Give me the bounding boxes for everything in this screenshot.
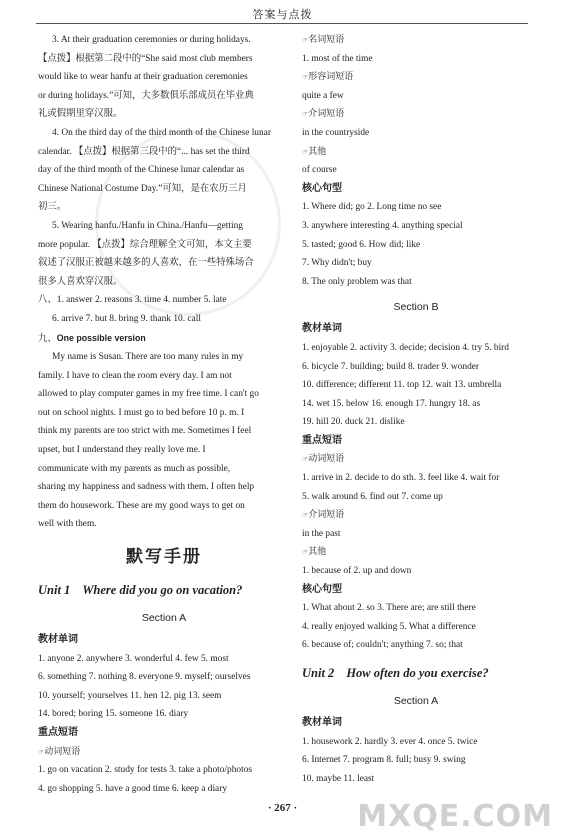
other-phrase-heading — [302, 143, 530, 162]
pointing-hand-icon: ☞ — [302, 110, 308, 119]
essay-line: sharing my happiness and sadness with them. I often help — [38, 482, 255, 493]
vocab-line: 1. housework 2. hardly 3. ever 4. once 5. twice — [302, 736, 478, 747]
verb-phrase-label: 动词短语 — [308, 454, 345, 465]
sentence-line: 3. anywhere interesting 4. anything special — [302, 220, 463, 231]
tip-q3-line: or during holidays.”可知，大多数俱乐部成员在毕业典 — [38, 90, 254, 101]
adj-phrase-heading — [302, 68, 530, 87]
pointing-hand-icon: ☞ — [302, 73, 308, 82]
vocab-line: 10. maybe 11. least — [302, 773, 375, 784]
essay-line: think my parents are too strict with me. Sometimes I feel — [38, 426, 252, 437]
vocab-line: 1. enjoyable 2. activity 3. decide; decision 4. try 5. bird — [302, 342, 509, 353]
essay-line: them do housework. These are my good ways to get on — [38, 500, 245, 511]
phrase-line: 4. go shopping 5. have a good time 6. keep a diary — [38, 783, 228, 794]
sentence-line: 7. Why didn't; buy — [302, 258, 372, 269]
essay-line: out on school nights. I must go to bed before 10 p. m. I — [38, 407, 245, 418]
other-phrase-heading — [302, 543, 530, 562]
verb-phrase-heading — [302, 450, 530, 469]
essay-line: upset, but I understand they really love me. I — [38, 445, 206, 456]
essay-line: family. I have to clean the room every day. I am not — [38, 370, 232, 381]
vocab-line: 14. wet 15. below 16. enough 17. hungry 18. as — [302, 398, 481, 409]
vocab-line: 1. anyone 2. anywhere 3. wonderful 4. few 5. most — [38, 653, 229, 664]
sentence-heading: 核心句型 — [302, 182, 342, 194]
verb-phrase-label: 动词短语 — [44, 746, 81, 757]
phrase-line: in the past — [302, 528, 341, 539]
tip-q4-line: 初三。 — [38, 202, 67, 213]
tip-q4-line: Chinese National Costume Day.”可知，是在农历三月 — [38, 183, 247, 194]
sentence-line: 5. tasted; good 6. How did; like — [302, 239, 421, 250]
vocab-line: 6. something 7. nothing 8. everyone 9. myself; ourselves — [38, 672, 251, 683]
tip-q5-line: 很多人喜欢穿汉服。 — [38, 276, 123, 287]
sentence-heading: 核心句型 — [302, 583, 342, 595]
pointing-hand-icon: ☞ — [302, 147, 308, 156]
watermark: MXQE.COM — [357, 799, 553, 834]
part9-heading — [38, 329, 290, 349]
dictation-title: 默写手册 — [126, 547, 202, 568]
pointing-hand-icon: ☞ — [302, 548, 308, 557]
pointing-hand-icon: ☞ — [302, 511, 308, 520]
answer-q3: 3. At their graduation ceremonies or during holidays. — [52, 35, 251, 45]
part9-title: One possible version — [56, 332, 146, 343]
running-header: 答案与点拨 — [252, 8, 313, 21]
other-phrase-label: 其他 — [308, 547, 327, 558]
header-rule — [36, 23, 528, 24]
sentence-line: 1. What about 2. so 3. There are; are still there — [302, 603, 476, 614]
phrase-line: quite a few — [302, 90, 344, 101]
essay-line: allowed to play computer games in my free time. I can't go — [38, 389, 259, 400]
unit2-title: How often do you exercise? — [346, 666, 489, 680]
section-b-title: Section B — [393, 301, 439, 314]
part8-answers: 6. arrive 7. but 8. bring 9. thank 10. call — [52, 313, 201, 324]
sentence-line: 6. because of; couldn't; anything 7. so; that — [302, 640, 463, 651]
tip-q3: 【点拨】根据第二段中的“She said most club members — [38, 53, 253, 64]
phrase-line: 1. because of 2. up and down — [302, 566, 412, 577]
vocab-line: 14. bored; boring 15. someone 16. diary — [38, 709, 189, 720]
verb-phrase-heading — [38, 743, 290, 762]
tip-q4-line: day of the third month of the Chinese lunar calendar as — [38, 165, 245, 176]
vocab-heading: 教材单词 — [302, 717, 342, 728]
tip-q5-line: 叙述了汉服正被越来越多的人喜欢，在一些特殊场合 — [38, 258, 254, 269]
sentence-line: 1. Where did; go 2. Long time no see — [302, 202, 442, 213]
prep-phrase-label: 介词短语 — [308, 510, 345, 521]
prep-phrase-heading — [302, 506, 530, 525]
pointing-hand-icon: ☞ — [302, 455, 308, 464]
sentence-line: 8. The only problem was that — [302, 276, 412, 287]
vocab-line: 19. hill 20. duck 21. dislike — [302, 417, 405, 428]
phrase-line: 1. most of the time — [302, 53, 373, 64]
adj-phrase-label: 形容词短语 — [308, 72, 354, 83]
noun-phrase-heading — [302, 31, 530, 50]
unit1-title: Where did you go on vacation? — [82, 583, 243, 598]
page-number: · 267 · — [267, 802, 298, 814]
essay-line: well with them. — [38, 519, 97, 530]
other-phrase-label: 其他 — [308, 146, 327, 157]
unit1-number: Unit 1 — [38, 583, 71, 598]
answer-q4: 4. On the third day of the third month of the Chinese lunar — [52, 127, 271, 138]
section-a-title: Section A — [141, 612, 187, 625]
vocab-line: 10. difference; different 11. top 12. wait 13. umbrella — [302, 380, 502, 391]
unit2-heading — [302, 655, 530, 685]
tip-q3-line: 礼或假期里穿汉服。 — [38, 109, 123, 120]
essay-line: My name is Susan. There are too many rules in my — [52, 352, 244, 363]
essay-line: communicate with my parents as much as possible, — [38, 463, 231, 474]
tip-q4-line: calendar. 【点拨】根据第三段中的“... has set the third — [38, 146, 250, 157]
pointing-hand-icon: ☞ — [302, 36, 308, 44]
unit2-number: Unit 2 — [302, 666, 335, 680]
vocab-heading: 教材单词 — [302, 323, 342, 335]
vocab-heading: 教材单词 — [38, 634, 78, 646]
sentence-line: 4. really enjoyed walking 5. What a difference — [302, 621, 476, 632]
prep-phrase-heading — [302, 105, 530, 124]
vocab-line: 10. yourself; yourselves 11. hen 12. pig 13. seem — [38, 690, 222, 701]
noun-phrase-label: 名词短语 — [308, 35, 345, 45]
prep-phrase-label: 介词短语 — [308, 109, 345, 120]
tip-q5-line: more popular. 【点拨】综合理解全文可知，本文主要 — [38, 239, 252, 250]
pointing-hand-icon: ☞ — [38, 747, 44, 756]
phrase-line: of course — [302, 165, 337, 176]
phrase-line: in the countryside — [302, 127, 370, 138]
section-a-title: Section A — [393, 695, 439, 707]
tip-q3-line: would like to wear hanfu at their graduation ceremonies — [38, 72, 248, 83]
part8-answers: 八、1. answer 2. reasons 3. time 4. number 5. late — [38, 295, 227, 306]
phrase-line: 1. go on vacation 2. study for tests 3. take a photo/photos — [38, 765, 253, 776]
vocab-line: 6. Internet 7. program 8. full; busy 9. swing — [302, 755, 466, 766]
phrase-heading: 重点短语 — [38, 727, 78, 738]
phrase-heading: 重点短语 — [302, 434, 342, 446]
phrase-line: 1. arrive in 2. decide to do sth. 3. feel like 4. wait for — [302, 473, 500, 484]
left-column — [38, 31, 290, 798]
phrase-line: 5. walk around 6. find out 7. come up — [302, 491, 443, 502]
answer-q5: 5. Wearing hanfu./Hanfu in China./Hanfu—getting — [52, 220, 243, 231]
right-column — [302, 31, 530, 788]
unit1-heading — [38, 572, 290, 602]
part9-label: 九、 — [38, 333, 57, 344]
vocab-line: 6. bicycle 7. building; build 8. trader 9. wonder — [302, 361, 480, 372]
